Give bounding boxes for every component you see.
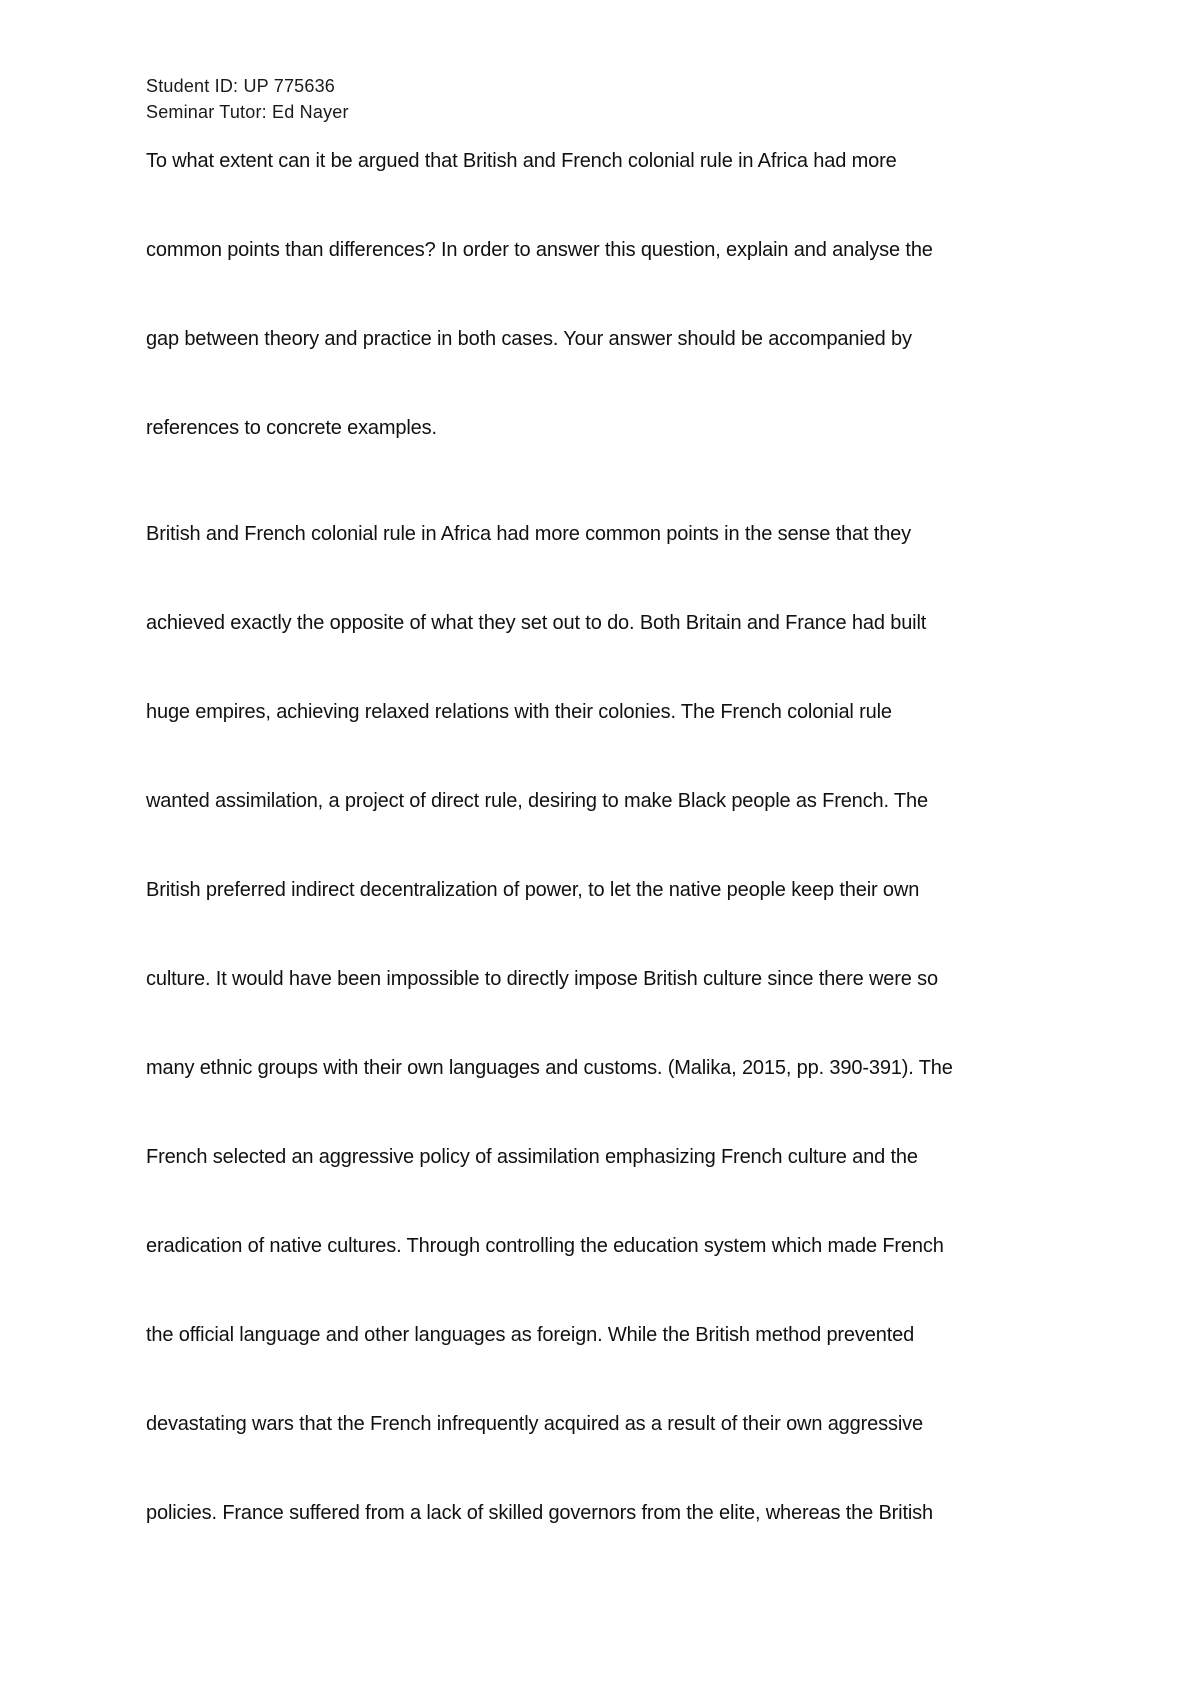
essay-line: many ethnic groups with their own languages and customs. (Malika, 2015, pp. 390-391). The (146, 1057, 953, 1079)
essay-line: huge empires, achieving relaxed relations with their colonies. The French colonial rule (146, 701, 892, 723)
essay-line: the official language and other languages as foreign. While the British method prevented (146, 1324, 915, 1346)
question-line: gap between theory and practice in both cases. Your answer should be accompanied by (146, 328, 912, 350)
seminar-tutor: Seminar Tutor: Ed Nayer (146, 102, 349, 122)
essay-line: British and French colonial rule in Africa had more common points in the sense that they (146, 523, 911, 545)
essay-line: devastating wars that the French infrequently acquired as a result of their own aggressive (146, 1413, 923, 1435)
essay-line: culture. It would have been impossible to directly impose British culture since there were so (146, 968, 938, 990)
question-line: To what extent can it be argued that British and French colonial rule in Africa had more (146, 150, 897, 172)
essay-line: eradication of native cultures. Through controlling the education system which made French (146, 1235, 944, 1257)
essay-line: policies. France suffered from a lack of skilled governors from the elite, whereas the British (146, 1502, 933, 1524)
question-line: common points than differences? In order to answer this question, explain and analyse the (146, 239, 933, 261)
essay-line: achieved exactly the opposite of what they set out to do. Both Britain and France had built (146, 612, 927, 634)
essay-line: French selected an aggressive policy of assimilation emphasizing French culture and the (146, 1146, 918, 1168)
student-id: Student ID: UP 775636 (146, 76, 335, 96)
essay-line: British preferred indirect decentralization of power, to let the native people keep their own (146, 879, 920, 901)
essay-line: wanted assimilation, a project of direct rule, desiring to make Black people as French. The (146, 790, 928, 812)
question-line: references to concrete examples. (146, 417, 437, 439)
